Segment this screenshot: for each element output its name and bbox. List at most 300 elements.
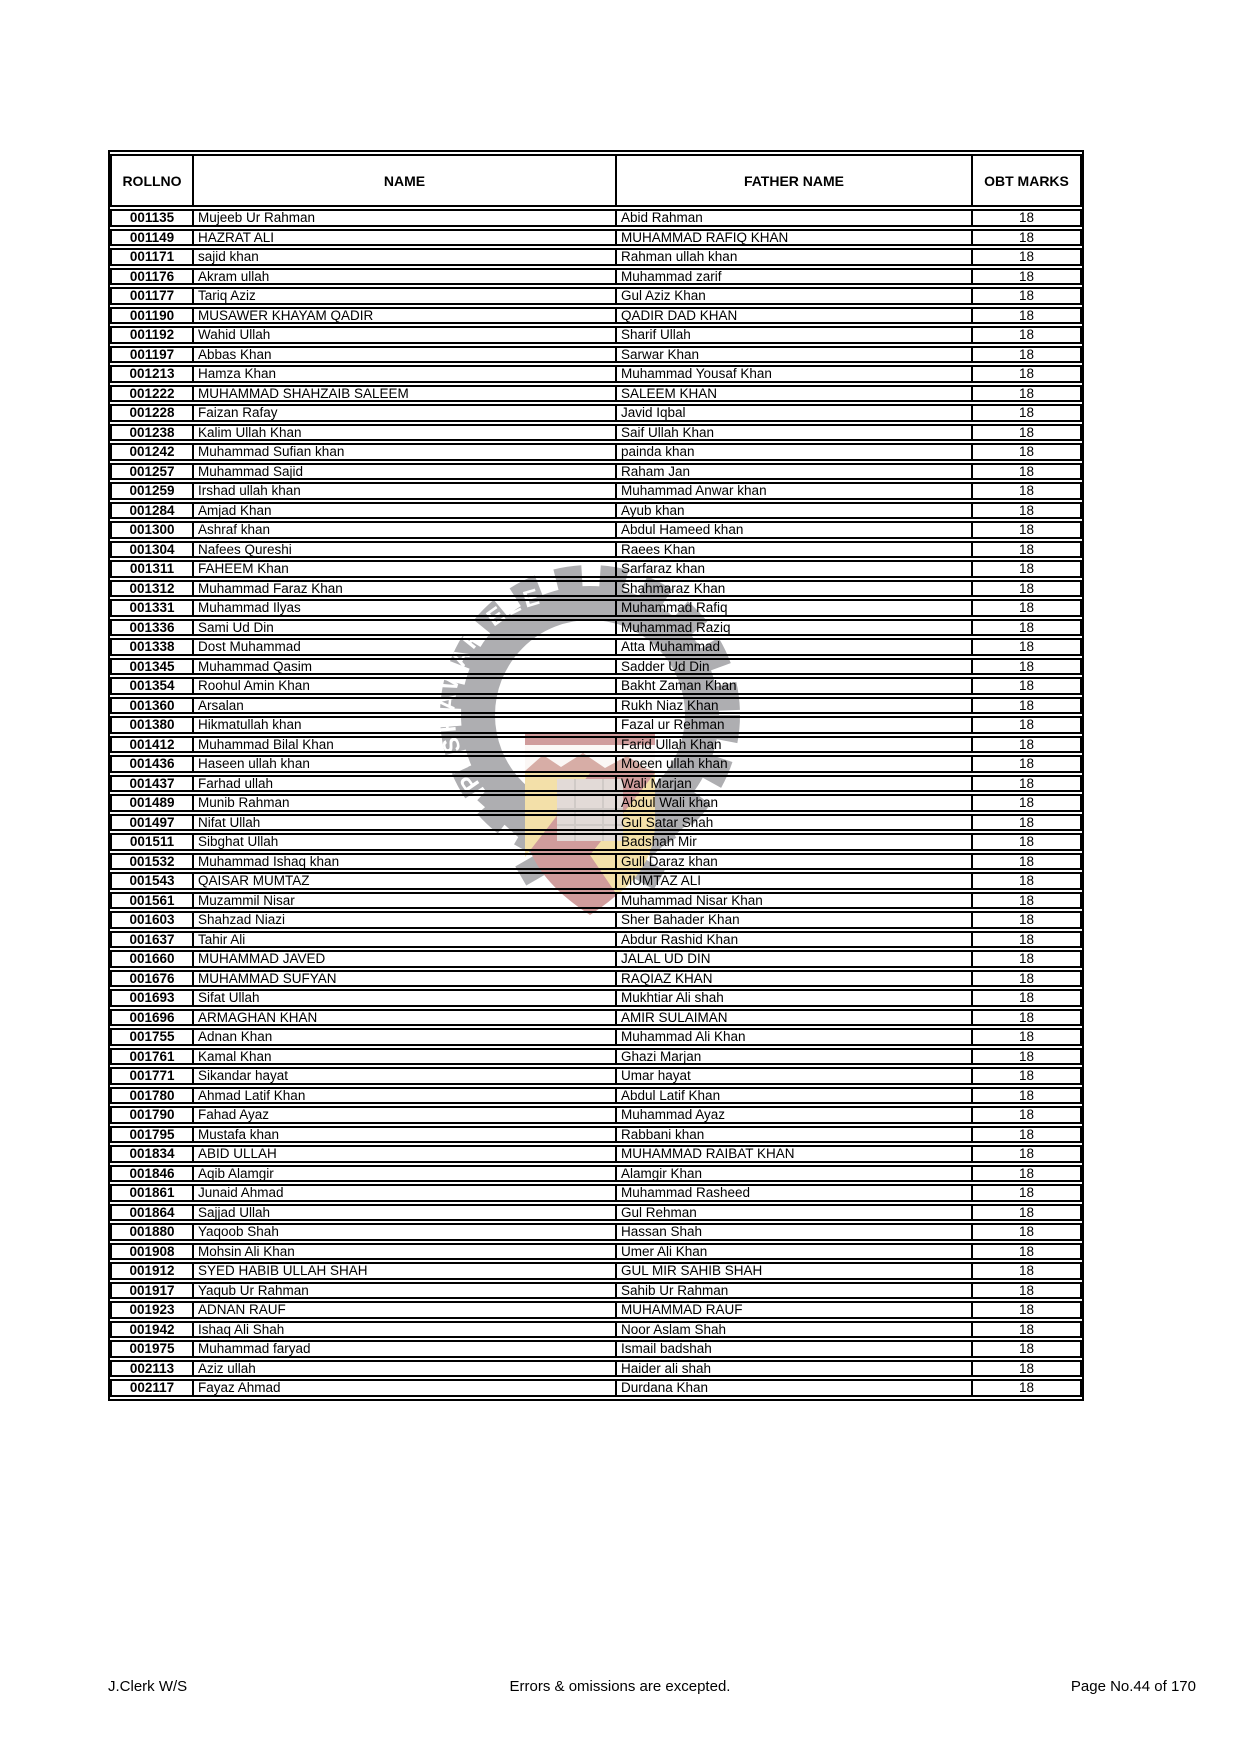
father-name-cell: Muhammad Anwar khan [617, 482, 973, 500]
father-name-cell: Ghazi Marjan [617, 1048, 973, 1066]
rollno-cell: 001259 [110, 482, 194, 500]
rollno-cell: 001912 [110, 1262, 194, 1280]
marks-cell: 18 [973, 736, 1082, 754]
footer-center-note: Errors & omissions are excepted. [509, 1678, 731, 1695]
rollno-cell: 001197 [110, 346, 194, 364]
table-row [110, 1340, 1082, 1358]
rollno-cell: 001171 [110, 248, 194, 266]
father-name-cell: MUHAMMAD RAFIQ KHAN [617, 229, 973, 247]
rollno-cell: 001336 [110, 619, 194, 637]
father-name-cell: Umer Ali Khan [617, 1243, 973, 1261]
father-name-cell: Moeen ullah khan [617, 755, 973, 773]
rollno-cell: 001149 [110, 229, 194, 247]
name-cell: Mohsin Ali Khan [194, 1243, 617, 1261]
name-cell: Arsalan [194, 697, 617, 715]
rollno-cell: 001192 [110, 326, 194, 344]
marks-cell: 18 [973, 1067, 1082, 1085]
father-name-cell: Alamgir Khan [617, 1165, 973, 1183]
name-cell: Ashraf khan [194, 521, 617, 539]
table-row [110, 794, 1082, 812]
father-name-cell: Javid Iqbal [617, 404, 973, 422]
marks-cell: 18 [973, 248, 1082, 266]
father-name-cell: Rabbani khan [617, 1126, 973, 1144]
father-name-cell: Ismail badshah [617, 1340, 973, 1358]
table-row [110, 814, 1082, 832]
marks-cell: 18 [973, 1340, 1082, 1358]
name-cell: Amjad Khan [194, 502, 617, 520]
rollno-cell: 001975 [110, 1340, 194, 1358]
name-cell: Adnan Khan [194, 1028, 617, 1046]
table-row [110, 307, 1082, 325]
name-cell: Faizan Rafay [194, 404, 617, 422]
marks-cell: 18 [973, 541, 1082, 559]
marks-cell: 18 [973, 209, 1082, 227]
col-header-obt-marks: OBT MARKS [973, 154, 1082, 207]
father-name-cell: Noor Aslam Shah [617, 1321, 973, 1339]
father-name-cell: Muhammad Rasheed [617, 1184, 973, 1202]
marks-cell: 18 [973, 560, 1082, 578]
name-cell: Hikmatullah khan [194, 716, 617, 734]
footer-left-label: J.Clerk W/S [108, 1678, 188, 1695]
name-cell: Sikandar hayat [194, 1067, 617, 1085]
father-name-cell: MUHAMMAD RAIBAT KHAN [617, 1145, 973, 1163]
rollno-cell: 001861 [110, 1184, 194, 1202]
father-name-cell: Gul Aziz Khan [617, 287, 973, 305]
name-cell: Sifat Ullah [194, 989, 617, 1007]
table-row [110, 268, 1082, 286]
father-name-cell: Sarwar Khan [617, 346, 973, 364]
marks-cell: 18 [973, 443, 1082, 461]
marks-cell: 18 [973, 970, 1082, 988]
marks-cell: 18 [973, 1048, 1082, 1066]
name-cell: Roohul Amin Khan [194, 677, 617, 695]
rollno-cell: 001222 [110, 385, 194, 403]
rollno-cell: 001676 [110, 970, 194, 988]
name-cell: Fayaz Ahmad [194, 1379, 617, 1397]
rollno-cell: 001311 [110, 560, 194, 578]
table-row [110, 404, 1082, 422]
father-name-cell: Sahib Ur Rahman [617, 1282, 973, 1300]
name-cell: MUHAMMAD SUFYAN [194, 970, 617, 988]
name-cell: Farhad ullah [194, 775, 617, 793]
name-cell: Ahmad Latif Khan [194, 1087, 617, 1105]
name-cell: Kalim Ullah Khan [194, 424, 617, 442]
father-name-cell: Abdul Hameed khan [617, 521, 973, 539]
rollno-cell: 001637 [110, 931, 194, 949]
table-row [110, 229, 1082, 247]
father-name-cell: Bakht Zaman Khan [617, 677, 973, 695]
rollno-cell: 001190 [110, 307, 194, 325]
father-name-cell: Sarfaraz khan [617, 560, 973, 578]
table-row [110, 209, 1082, 227]
name-cell: HAZRAT ALI [194, 229, 617, 247]
table-row [110, 872, 1082, 890]
name-cell: ARMAGHAN KHAN [194, 1009, 617, 1027]
rollno-cell: 001242 [110, 443, 194, 461]
table-row [110, 385, 1082, 403]
table-row [110, 1009, 1082, 1027]
marks-cell: 18 [973, 1243, 1082, 1261]
marks-cell: 18 [973, 1223, 1082, 1241]
father-name-cell: JALAL UD DIN [617, 950, 973, 968]
marks-cell: 18 [973, 853, 1082, 871]
page-footer [0, 1678, 1240, 1700]
name-cell: Nafees Qureshi [194, 541, 617, 559]
father-name-cell: Shahmaraz Khan [617, 580, 973, 598]
father-name-cell: Badshah Mir [617, 833, 973, 851]
table-row [110, 619, 1082, 637]
watermark-ring-text: PESHAWAR ELE [433, 582, 546, 797]
name-cell: Aqib Alamgir [194, 1165, 617, 1183]
table-row [110, 1106, 1082, 1124]
father-name-cell: Muhammad Rafiq [617, 599, 973, 617]
father-name-cell: Abid Rahman [617, 209, 973, 227]
rollno-cell: 001561 [110, 892, 194, 910]
marks-cell: 18 [973, 1028, 1082, 1046]
name-cell: Tariq Aziz [194, 287, 617, 305]
table-row [110, 853, 1082, 871]
marks-cell: 18 [973, 1282, 1082, 1300]
name-cell: Muhammad Sufian khan [194, 443, 617, 461]
father-name-cell: Sharif Ullah [617, 326, 973, 344]
marks-cell: 18 [973, 1360, 1082, 1378]
rollno-cell: 001755 [110, 1028, 194, 1046]
father-name-cell: Rukh Niaz Khan [617, 697, 973, 715]
name-cell: Ishaq Ali Shah [194, 1321, 617, 1339]
name-cell: Muhammad Faraz Khan [194, 580, 617, 598]
marks-cell: 18 [973, 268, 1082, 286]
marks-cell: 18 [973, 580, 1082, 598]
marks-cell: 18 [973, 1204, 1082, 1222]
marks-cell: 18 [973, 326, 1082, 344]
father-name-cell: Muhammad Raziq [617, 619, 973, 637]
father-name-cell: Abdul Latif Khan [617, 1087, 973, 1105]
rollno-cell: 001908 [110, 1243, 194, 1261]
marks-cell: 18 [973, 287, 1082, 305]
father-name-cell: Saif Ullah Khan [617, 424, 973, 442]
table-row [110, 658, 1082, 676]
father-name-cell: Fazal ur Rehman [617, 716, 973, 734]
rollno-cell: 001177 [110, 287, 194, 305]
col-header-name: NAME [194, 154, 617, 207]
rollno-cell: 001312 [110, 580, 194, 598]
father-name-cell: Abdul Wali khan [617, 794, 973, 812]
table-row [110, 1282, 1082, 1300]
table-row [110, 424, 1082, 442]
name-cell: Muhammad Ishaq khan [194, 853, 617, 871]
father-name-cell: MUMTAZ ALI [617, 872, 973, 890]
marks-cell: 18 [973, 521, 1082, 539]
marks-cell: 18 [973, 307, 1082, 325]
marks-cell: 18 [973, 1184, 1082, 1202]
name-cell: Muhammad Bilal Khan [194, 736, 617, 754]
name-cell: Irshad ullah khan [194, 482, 617, 500]
table-row [110, 697, 1082, 715]
col-header-father-name: FATHER NAME [617, 154, 973, 207]
name-cell: Hamza Khan [194, 365, 617, 383]
father-name-cell: Muhammad Nisar Khan [617, 892, 973, 910]
rollno-cell: 001696 [110, 1009, 194, 1027]
table-row [110, 599, 1082, 617]
table-row [110, 1262, 1082, 1280]
marks-cell: 18 [973, 775, 1082, 793]
marks-cell: 18 [973, 716, 1082, 734]
col-header-rollno: ROLLNO [110, 154, 194, 207]
marks-cell: 18 [973, 404, 1082, 422]
marks-cell: 18 [973, 1106, 1082, 1124]
table-row [110, 755, 1082, 773]
marks-cell: 18 [973, 677, 1082, 695]
table-row [110, 736, 1082, 754]
father-name-cell: Muhammad Ayaz [617, 1106, 973, 1124]
father-name-cell: Gull Daraz khan [617, 853, 973, 871]
table-row [110, 482, 1082, 500]
marks-cell: 18 [973, 346, 1082, 364]
rollno-cell: 001304 [110, 541, 194, 559]
rollno-cell: 001345 [110, 658, 194, 676]
name-cell: Kamal Khan [194, 1048, 617, 1066]
rollno-cell: 001790 [110, 1106, 194, 1124]
rollno-cell: 001761 [110, 1048, 194, 1066]
rollno-cell: 001176 [110, 268, 194, 286]
table-row [110, 775, 1082, 793]
rollno-cell: 001780 [110, 1087, 194, 1105]
name-cell: ABID ULLAH [194, 1145, 617, 1163]
rollno-cell: 001497 [110, 814, 194, 832]
rollno-cell: 001135 [110, 209, 194, 227]
table-row [110, 638, 1082, 656]
marks-cell: 18 [973, 833, 1082, 851]
father-name-cell: painda khan [617, 443, 973, 461]
table-row [110, 716, 1082, 734]
table-row [110, 443, 1082, 461]
father-name-cell: Raham Jan [617, 463, 973, 481]
table-row [110, 560, 1082, 578]
table-row [110, 1360, 1082, 1378]
marks-cell: 18 [973, 872, 1082, 890]
table-row [110, 892, 1082, 910]
marks-cell: 18 [973, 619, 1082, 637]
father-name-cell: Atta Muhammad [617, 638, 973, 656]
name-cell: Aziz ullah [194, 1360, 617, 1378]
rollno-cell: 001795 [110, 1126, 194, 1144]
marks-cell: 18 [973, 1165, 1082, 1183]
header-row [110, 154, 1082, 207]
father-name-cell: RAQIAZ KHAN [617, 970, 973, 988]
marks-cell: 18 [973, 365, 1082, 383]
rollno-cell: 001489 [110, 794, 194, 812]
table-row [110, 1223, 1082, 1241]
rollno-cell: 002117 [110, 1379, 194, 1397]
table-row [110, 365, 1082, 383]
rollno-cell: 001354 [110, 677, 194, 695]
name-cell: Muzammil Nisar [194, 892, 617, 910]
rollno-cell: 001228 [110, 404, 194, 422]
name-cell: Nifat Ullah [194, 814, 617, 832]
name-cell: Tahir Ali [194, 931, 617, 949]
rollno-cell: 001880 [110, 1223, 194, 1241]
marks-cell: 18 [973, 794, 1082, 812]
name-cell: MUHAMMAD SHAHZAIB SALEEM [194, 385, 617, 403]
rollno-cell: 001380 [110, 716, 194, 734]
name-cell: Dost Muhammad [194, 638, 617, 656]
name-cell: Munib Rahman [194, 794, 617, 812]
father-name-cell: Muhammad zarif [617, 268, 973, 286]
name-cell: Abbas Khan [194, 346, 617, 364]
rollno-cell: 001603 [110, 911, 194, 929]
marks-cell: 18 [973, 1087, 1082, 1105]
marks-cell: 18 [973, 989, 1082, 1007]
father-name-cell: Mukhtiar Ali shah [617, 989, 973, 1007]
marks-cell: 18 [973, 1009, 1082, 1027]
rollno-cell: 001693 [110, 989, 194, 1007]
table-row [110, 1126, 1082, 1144]
rollno-cell: 001771 [110, 1067, 194, 1085]
table-row [110, 326, 1082, 344]
name-cell: Muhammad Ilyas [194, 599, 617, 617]
table-row [110, 911, 1082, 929]
rollno-cell: 001213 [110, 365, 194, 383]
table-row [110, 1321, 1082, 1339]
marks-cell: 18 [973, 931, 1082, 949]
marks-cell: 18 [973, 658, 1082, 676]
father-name-cell: AMIR SULAIMAN [617, 1009, 973, 1027]
rollno-cell: 001660 [110, 950, 194, 968]
table-row [110, 463, 1082, 481]
rollno-cell: 001543 [110, 872, 194, 890]
marks-cell: 18 [973, 599, 1082, 617]
results-table-container [108, 150, 1084, 1401]
name-cell: Sajjad Ullah [194, 1204, 617, 1222]
name-cell: Sibghat Ullah [194, 833, 617, 851]
table-row [110, 580, 1082, 598]
rollno-cell: 001257 [110, 463, 194, 481]
father-name-cell: SALEEM KHAN [617, 385, 973, 403]
table-row [110, 1087, 1082, 1105]
father-name-cell: Durdana Khan [617, 1379, 973, 1397]
marks-cell: 18 [973, 755, 1082, 773]
marks-cell: 18 [973, 1145, 1082, 1163]
rollno-cell: 001412 [110, 736, 194, 754]
marks-cell: 18 [973, 502, 1082, 520]
rollno-cell: 001437 [110, 775, 194, 793]
father-name-cell: Muhammad Yousaf Khan [617, 365, 973, 383]
father-name-cell: Umar hayat [617, 1067, 973, 1085]
father-name-cell: Gul Satar Shah [617, 814, 973, 832]
name-cell: Muhammad Sajid [194, 463, 617, 481]
father-name-cell: Ayub khan [617, 502, 973, 520]
rollno-cell: 001942 [110, 1321, 194, 1339]
name-cell: ADNAN RAUF [194, 1301, 617, 1319]
father-name-cell: Haider ali shah [617, 1360, 973, 1378]
rollno-cell: 001284 [110, 502, 194, 520]
name-cell: SYED HABIB ULLAH SHAH [194, 1262, 617, 1280]
rollno-cell: 001300 [110, 521, 194, 539]
results-table [110, 152, 1082, 1399]
father-name-cell: Abdur Rashid Khan [617, 931, 973, 949]
name-cell: Muhammad Qasim [194, 658, 617, 676]
father-name-cell: Hassan Shah [617, 1223, 973, 1241]
table-row [110, 1028, 1082, 1046]
marks-cell: 18 [973, 1321, 1082, 1339]
rollno-cell: 001360 [110, 697, 194, 715]
name-cell: Akram ullah [194, 268, 617, 286]
father-name-cell: QADIR DAD KHAN [617, 307, 973, 325]
name-cell: Mustafa khan [194, 1126, 617, 1144]
name-cell: Fahad Ayaz [194, 1106, 617, 1124]
table-row [110, 248, 1082, 266]
rollno-cell: 001331 [110, 599, 194, 617]
rollno-cell: 001436 [110, 755, 194, 773]
name-cell: Mujeeb Ur Rahman [194, 209, 617, 227]
marks-cell: 18 [973, 1262, 1082, 1280]
table-row [110, 502, 1082, 520]
name-cell: Sami Ud Din [194, 619, 617, 637]
table-row [110, 989, 1082, 1007]
table-row [110, 1184, 1082, 1202]
father-name-cell: Rahman ullah khan [617, 248, 973, 266]
father-name-cell: Wali Marjan [617, 775, 973, 793]
rollno-cell: 001846 [110, 1165, 194, 1183]
marks-cell: 18 [973, 911, 1082, 929]
rollno-cell: 002113 [110, 1360, 194, 1378]
rollno-cell: 001923 [110, 1301, 194, 1319]
table-row [110, 1243, 1082, 1261]
name-cell: MUHAMMAD JAVED [194, 950, 617, 968]
table-row [110, 1204, 1082, 1222]
father-name-cell: Gul Rehman [617, 1204, 973, 1222]
father-name-cell: Sher Bahader Khan [617, 911, 973, 929]
rollno-cell: 001864 [110, 1204, 194, 1222]
table-row [110, 521, 1082, 539]
rollno-cell: 001834 [110, 1145, 194, 1163]
table-row [110, 677, 1082, 695]
name-cell: Haseen ullah khan [194, 755, 617, 773]
father-name-cell: Muhammad Ali Khan [617, 1028, 973, 1046]
name-cell: Wahid Ullah [194, 326, 617, 344]
name-cell: Muhammad faryad [194, 1340, 617, 1358]
name-cell: Shahzad Niazi [194, 911, 617, 929]
marks-cell: 18 [973, 638, 1082, 656]
marks-cell: 18 [973, 950, 1082, 968]
marks-cell: 18 [973, 892, 1082, 910]
rollno-cell: 001338 [110, 638, 194, 656]
name-cell: FAHEEM Khan [194, 560, 617, 578]
table-row [110, 541, 1082, 559]
rollno-cell: 001532 [110, 853, 194, 871]
father-name-cell: GUL MIR SAHIB SHAH [617, 1262, 973, 1280]
marks-cell: 18 [973, 482, 1082, 500]
table-row [110, 346, 1082, 364]
name-cell: Junaid Ahmad [194, 1184, 617, 1202]
table-row [110, 1301, 1082, 1319]
father-name-cell: MUHAMMAD RAUF [617, 1301, 973, 1319]
table-row [110, 1048, 1082, 1066]
name-cell: Yaqub Ur Rahman [194, 1282, 617, 1300]
marks-cell: 18 [973, 229, 1082, 247]
name-cell: sajid khan [194, 248, 617, 266]
footer-page-number: Page No.44 of 170 [1070, 1678, 1196, 1695]
marks-cell: 18 [973, 1301, 1082, 1319]
table-row [110, 931, 1082, 949]
rollno-cell: 001511 [110, 833, 194, 851]
name-cell: MUSAWER KHAYAM QADIR [194, 307, 617, 325]
father-name-cell: Farid Ullah Khan [617, 736, 973, 754]
marks-cell: 18 [973, 697, 1082, 715]
marks-cell: 18 [973, 1126, 1082, 1144]
marks-cell: 18 [973, 424, 1082, 442]
table-row [110, 970, 1082, 988]
